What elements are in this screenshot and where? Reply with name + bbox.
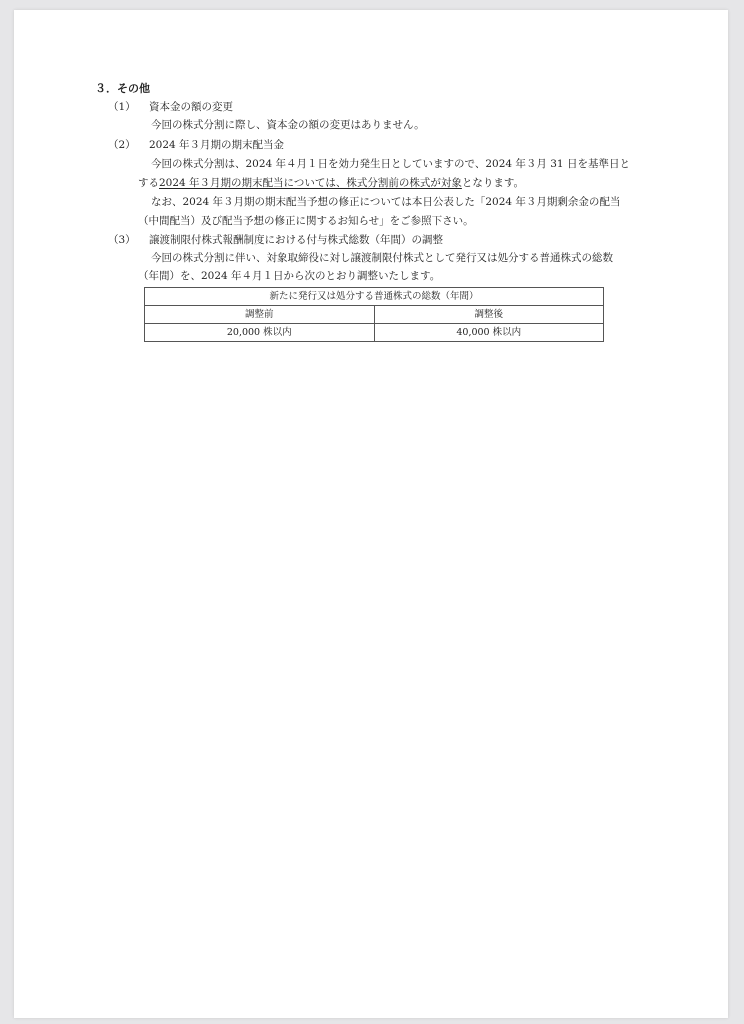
item-1-text: 今回の株式分割に際し、資本金の額の変更はありません。 <box>151 119 425 131</box>
table-header: 新たに発行又は処分する普通株式の総数（年間） <box>145 288 604 306</box>
value-after: 40,000 株以内 <box>374 324 604 342</box>
item-2-line-2-suffix: となります。 <box>461 177 525 189</box>
table-header-row <box>145 288 604 306</box>
item-3-text-line-2: （年間）を、2024 年４月１日から次のとおり調整いたします。 <box>138 270 441 282</box>
item-2-text-line-1: 今回の株式分割は、2024 年４月１日を効力発生日としていますので、2024 年３月 31 日を基準日と <box>151 158 630 170</box>
column-before: 調整前 <box>145 306 375 324</box>
document-page <box>14 10 728 1018</box>
item-2-text-line-3: なお、2024 年３月期の期末配当予想の修正については本日公表した「2024 年３月期剰余金の配当 <box>151 196 621 208</box>
column-after: 調整後 <box>374 306 604 324</box>
item-2-number: （2） <box>108 139 136 151</box>
section-title: ３．その他 <box>95 82 150 95</box>
item-2-underlined-text: 2024 年３月期の期末配当については、株式分割前の株式が対象 <box>159 177 462 189</box>
item-1-number: （1） <box>108 101 136 113</box>
value-before: 20,000 株以内 <box>145 324 375 342</box>
item-3-number: （3） <box>108 234 136 246</box>
table-row <box>145 324 604 342</box>
item-1-heading: 資本金の額の変更 <box>149 101 233 113</box>
adjustment-table <box>144 287 604 342</box>
item-2-heading: 2024 年３月期の期末配当金 <box>149 139 285 151</box>
item-2-text-line-4: （中間配当）及び配当予想の修正に関するお知らせ」をご参照下さい。 <box>138 215 474 227</box>
item-3-text-line-1: 今回の株式分割に伴い、対象取締役に対し譲渡制限付株式として発行又は処分する普通株式の総数 <box>151 252 613 264</box>
item-2-line-2-prefix: する <box>138 177 159 189</box>
item-3-heading: 譲渡制限付株式報酬制度における付与株式総数（年間）の調整 <box>149 234 443 246</box>
item-2-text-line-2 <box>138 176 524 190</box>
table-row <box>145 306 604 324</box>
